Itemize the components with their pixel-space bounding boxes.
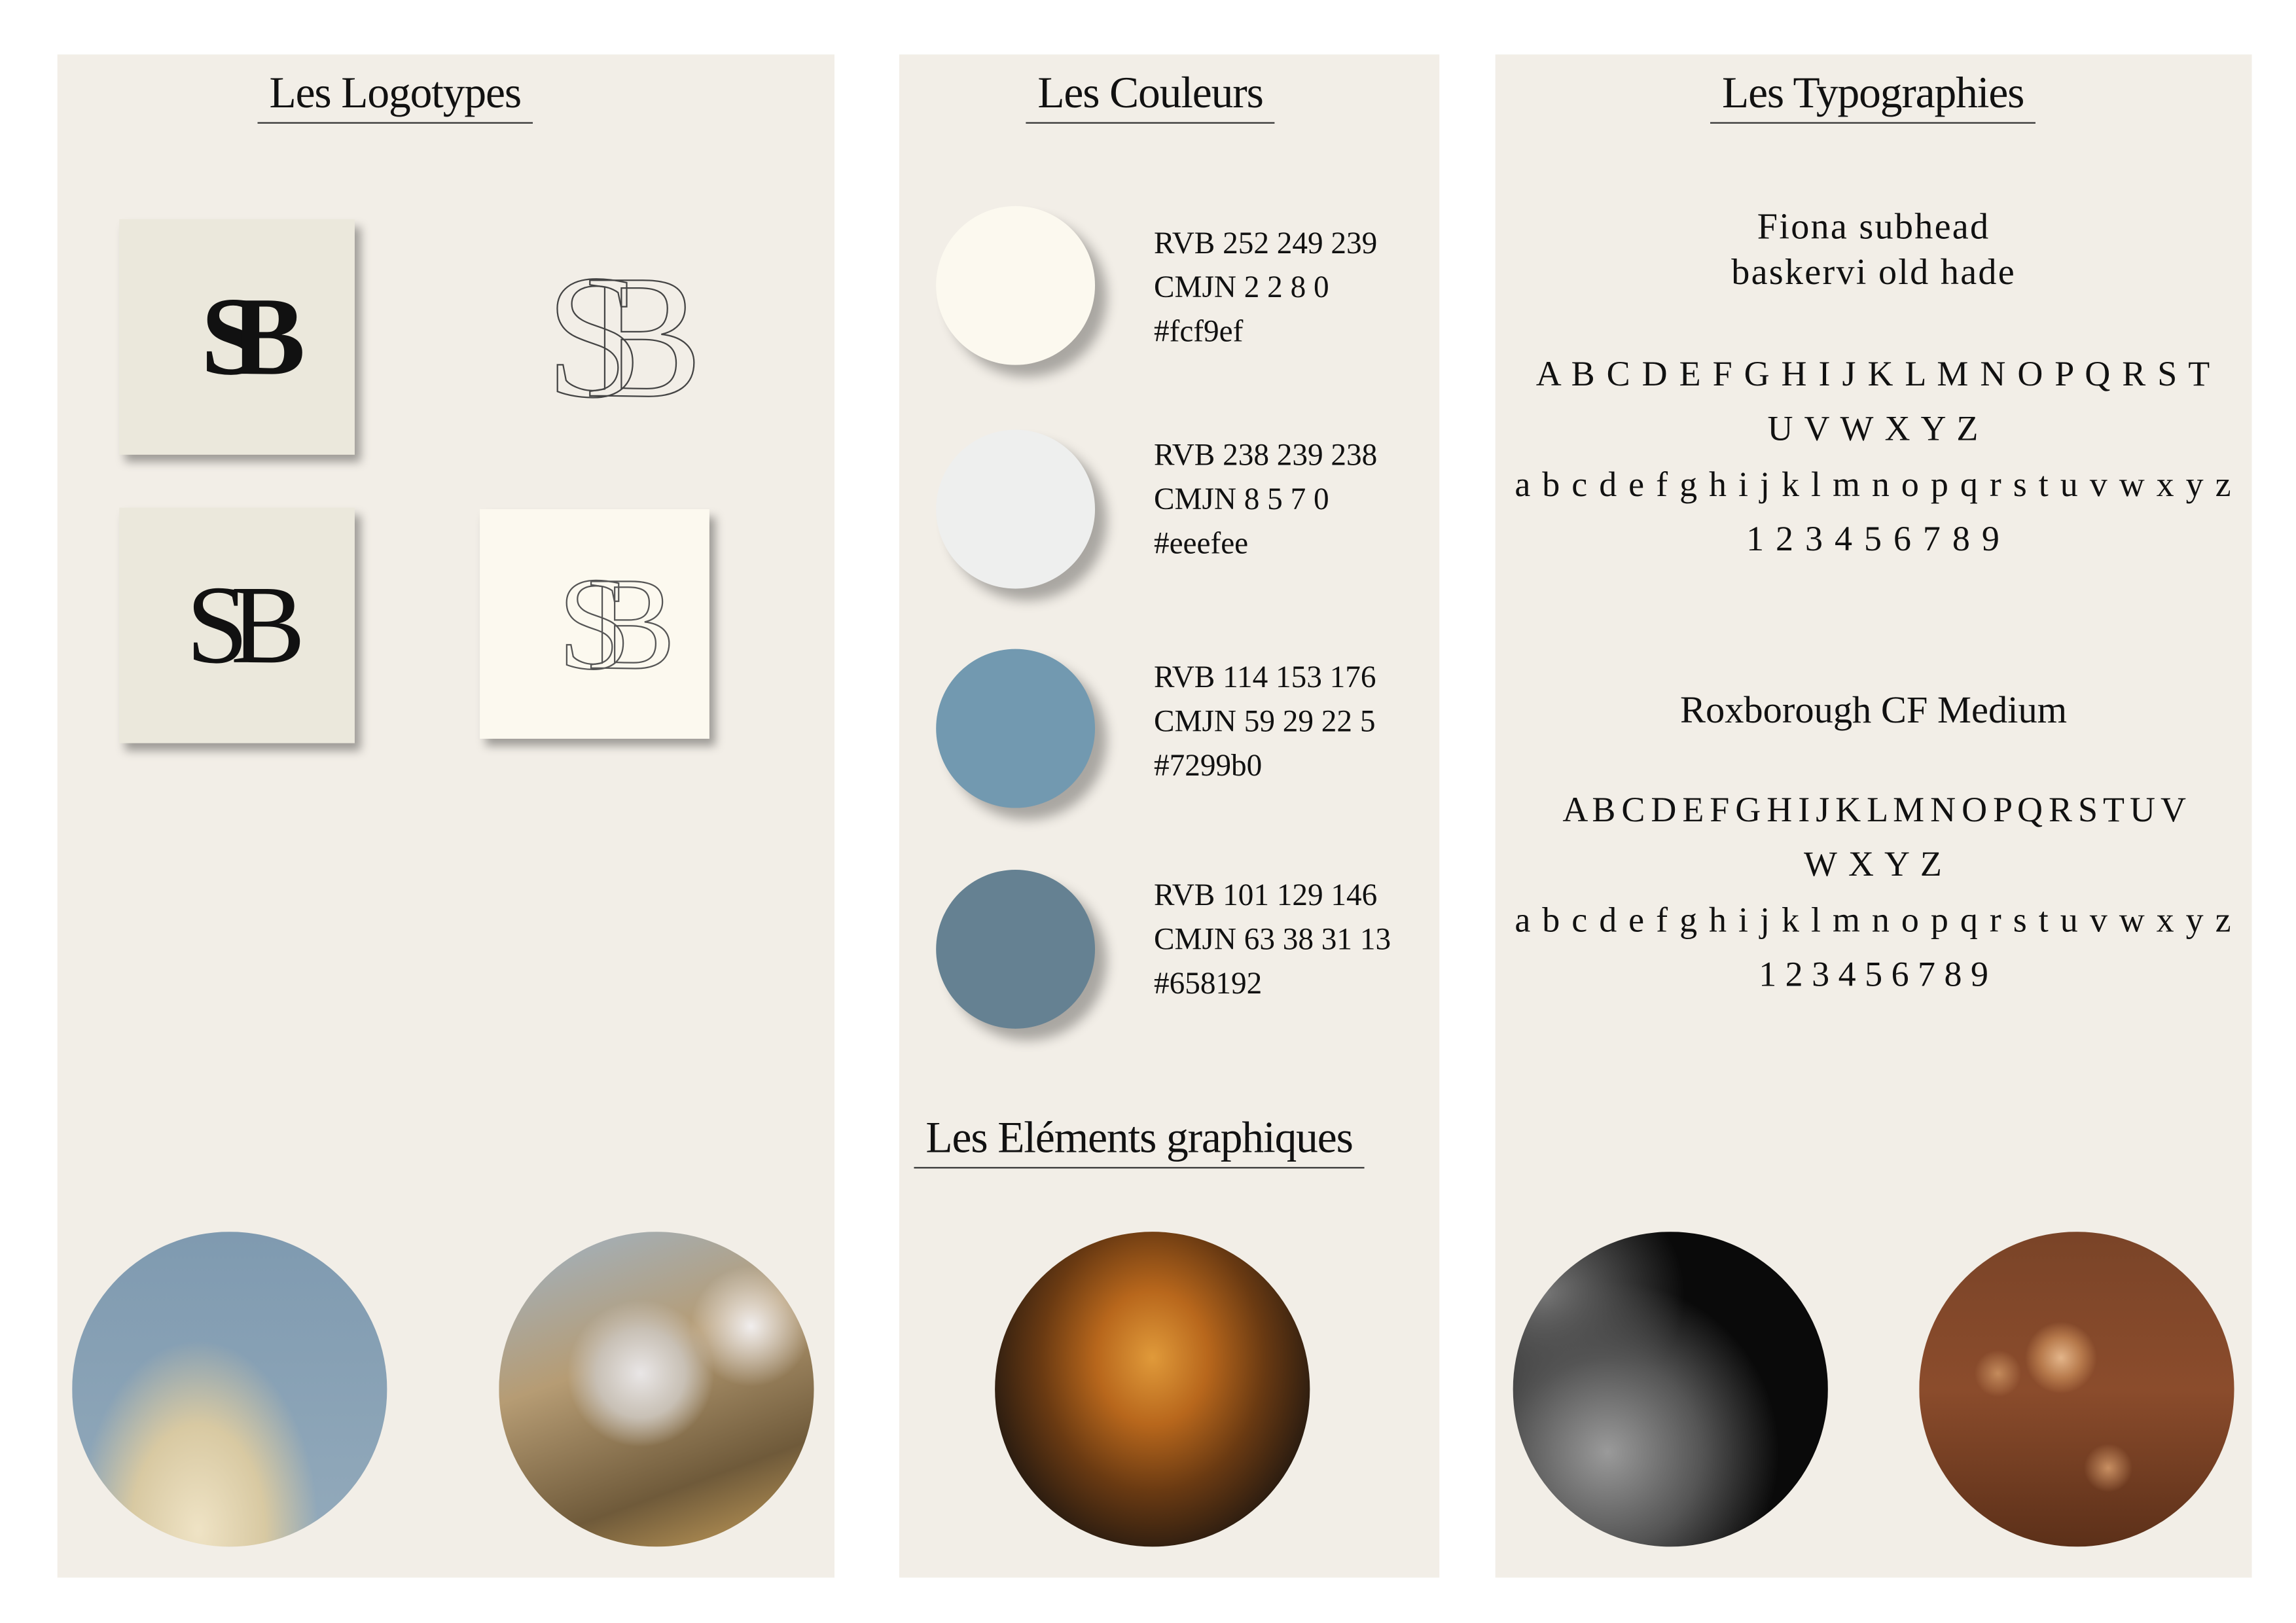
logo-bold-tile bbox=[119, 219, 355, 455]
color-swatch bbox=[936, 206, 1095, 365]
hex-value: #7299b0 bbox=[1153, 747, 1263, 783]
logo-monogram: SB bbox=[558, 551, 632, 697]
rvb-value: RVB 252 249 239 bbox=[1153, 225, 1378, 261]
color-swatch bbox=[936, 870, 1095, 1029]
font2-lowercase: a b c d e f g h i j k l m n o p q r s t u v w x y z bbox=[1515, 902, 2233, 940]
logotypes-panel bbox=[58, 54, 834, 1577]
font2-uppercase-2: W X Y Z bbox=[1804, 846, 1944, 885]
font2-uppercase: A B C D E F G H I J K L M N O P Q R S T U V bbox=[1562, 791, 2185, 830]
logo-regular-tile bbox=[119, 508, 355, 743]
rvb-value: RVB 238 239 238 bbox=[1153, 437, 1378, 473]
typography-title: Les Typographies bbox=[1710, 69, 2036, 124]
font1-name: Fiona subhead bbox=[1757, 207, 1990, 247]
hex-value: #658192 bbox=[1153, 965, 1263, 1001]
font2-digits: 1 2 3 4 5 6 7 8 9 bbox=[1759, 956, 1988, 995]
color-swatch bbox=[936, 430, 1095, 589]
cmjn-value: CMJN 59 29 22 5 bbox=[1153, 703, 1376, 739]
cmjn-value: CMJN 2 2 8 0 bbox=[1153, 269, 1329, 305]
hex-value: #fcf9ef bbox=[1153, 313, 1244, 349]
logo-outline-tile bbox=[480, 509, 709, 739]
colors-panel bbox=[899, 54, 1439, 1577]
graphics-title: Les Eléments graphiques bbox=[914, 1114, 1364, 1168]
logo-monogram: SB bbox=[186, 563, 288, 687]
logo-outline-large bbox=[477, 219, 713, 455]
font2-name: Roxborough CF Medium bbox=[1679, 688, 2068, 732]
colors-title: Les Couleurs bbox=[1026, 69, 1274, 124]
typography-panel bbox=[1496, 54, 2252, 1577]
color-swatch bbox=[936, 649, 1095, 808]
cmjn-value: CMJN 63 38 31 13 bbox=[1153, 921, 1391, 957]
cmjn-value: CMJN 8 5 7 0 bbox=[1153, 481, 1329, 517]
hex-value: #eeefee bbox=[1153, 525, 1249, 561]
rvb-value: RVB 114 153 176 bbox=[1153, 659, 1376, 695]
rvb-value: RVB 101 129 146 bbox=[1153, 877, 1378, 913]
dried-flowers-photo bbox=[1919, 1232, 2234, 1546]
logo-monogram: SB bbox=[200, 274, 274, 399]
font1-uppercase-2: U V W X Y Z bbox=[1767, 410, 1980, 449]
amber-abstract-photo bbox=[995, 1232, 1310, 1546]
logotypes-title: Les Logotypes bbox=[258, 69, 533, 124]
pampas-sky-photo bbox=[72, 1232, 387, 1546]
bw-skin-photo bbox=[1513, 1232, 1828, 1546]
font1-digits: 1 2 3 4 5 6 7 8 9 bbox=[1746, 521, 2001, 560]
font1-uppercase: A B C D E F G H I J K L M N O P Q R S T bbox=[1535, 356, 2212, 395]
logo-monogram: SB bbox=[545, 238, 644, 435]
pampas-snow-photo bbox=[499, 1232, 814, 1546]
font1-name-2: baskervi old hade bbox=[1731, 253, 2016, 293]
font1-lowercase: a b c d e f g h i j k l m n o p q r s t u v w x y z bbox=[1515, 466, 2233, 505]
